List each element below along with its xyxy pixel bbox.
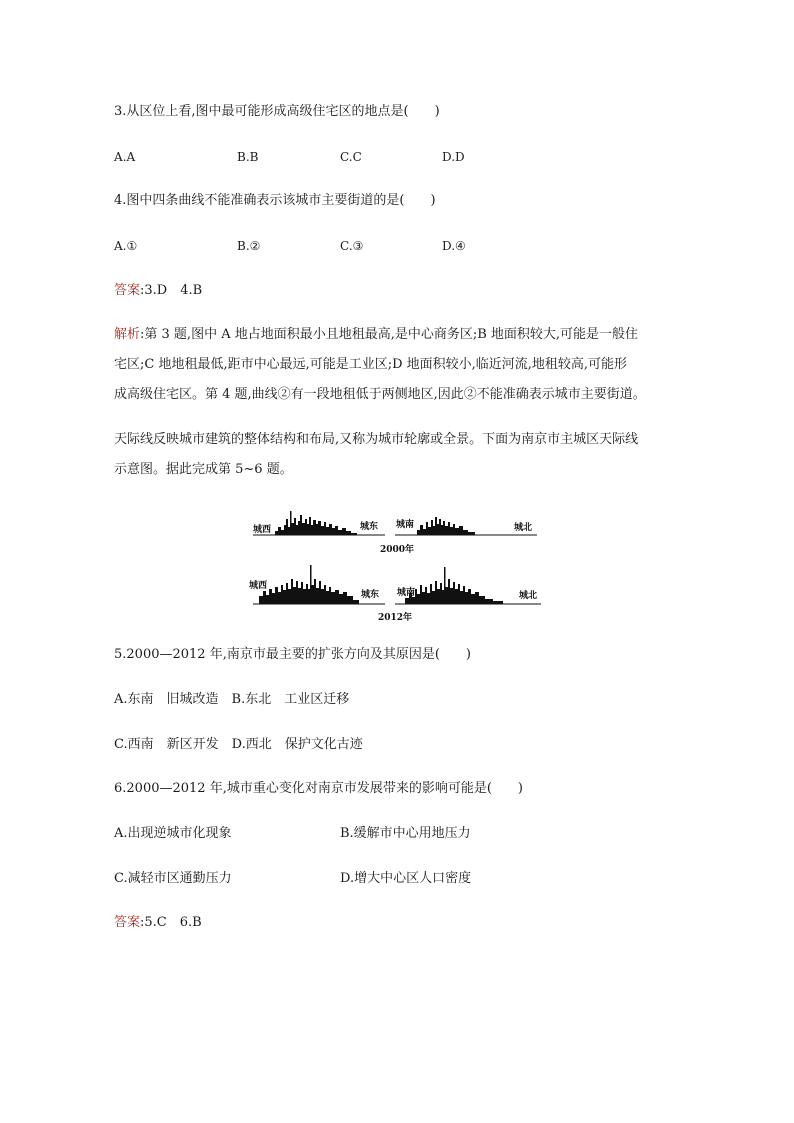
answer-text-2: :5.C 6.B [140,915,202,930]
q5-options-row-1: A.东南 旧城改造 B.东北 工业区迁移 [114,692,350,707]
answer-label: 答案 [114,283,141,298]
label-2000-north: 城北 [514,523,533,533]
label-2000-west: 城西 [253,525,272,535]
skyline-2012-west-east [259,565,359,604]
answer-text: :3.D 4.B [140,283,203,298]
q3-option-d: D.D [442,150,465,164]
answer-label-2: 答案 [114,915,141,930]
q3-option-c: C.C [340,150,362,164]
analysis-text-1: :第 3 题,图中 A 地占地面积最小且地租最高,是中心商务区;B 地面积较大,可能是一般住 [140,327,639,342]
label-2012-north: 城北 [519,591,538,601]
skyline-2000-south-north [417,517,475,535]
q4-option-d: D.④ [442,239,466,253]
q4-option-b: B.② [237,239,261,253]
year-2012: 2012年 [378,613,413,623]
question-5-stem: 5.2000—2012 年,南京市最主要的扩张方向及其原因是( ) [114,647,471,662]
q3-option-a: A.A [114,150,136,164]
answer-5-6 [114,914,202,932]
intro-line-1: 天际线反映城市建筑的整体结构和布局,又称为城市轮廓或全景。下面为南京市主城区天际线 [114,432,639,447]
q4-option-a: A.① [114,239,138,253]
skyline-2012-south-north [405,567,503,604]
q6-option-c: C.减轻市区通勤压力 [114,871,232,886]
label-2012-west: 城西 [249,581,268,591]
intro-line-2: 示意图。据此完成第 5~6 题。 [114,462,293,477]
analysis-line-3: 成高级住宅区。第 4 题,曲线②有一段地租低于两侧地区,因此②不能准确表示城市主要街道。 [114,387,646,402]
question-6-stem: 6.2000—2012 年,城市重心变化对南京市发展带来的影响可能是( ) [114,781,523,796]
year-2000: 2000年 [380,545,415,555]
skyline-figure [245,505,545,625]
q6-option-a: A.出现逆城市化现象 [114,826,232,841]
question-4-stem: 4.图中四条曲线不能准确表示该城市主要街道的是( ) [114,193,436,208]
analysis-line-1 [114,326,638,344]
q3-option-b: B.B [237,150,259,164]
answer-3-4 [114,282,202,300]
q5-options-row-2: C.西南 新区开发 D.西北 保护文化古迹 [114,737,363,752]
label-2012-east: 城东 [361,590,380,600]
label-2012-south: 城南 [397,588,416,598]
question-3-stem: 3.从区位上看,图中最可能形成高级住宅区的地点是( ) [114,104,440,119]
q6-option-b: B.缓解市中心用地压力 [340,826,471,841]
label-2000-east: 城东 [360,522,379,532]
label-2000-south: 城南 [396,520,415,530]
skyline-2000-west-east [275,511,357,535]
analysis-label: 解析 [114,327,141,342]
analysis-line-2: 宅区;C 地地租最低,距市中心最远,可能是工业区;D 地面积较小,临近河流,地租较高,可能形 [114,357,628,372]
q4-option-c: C.③ [340,239,364,253]
skyline-svg [245,505,545,625]
q6-option-d: D.增大中心区人口密度 [340,871,472,886]
